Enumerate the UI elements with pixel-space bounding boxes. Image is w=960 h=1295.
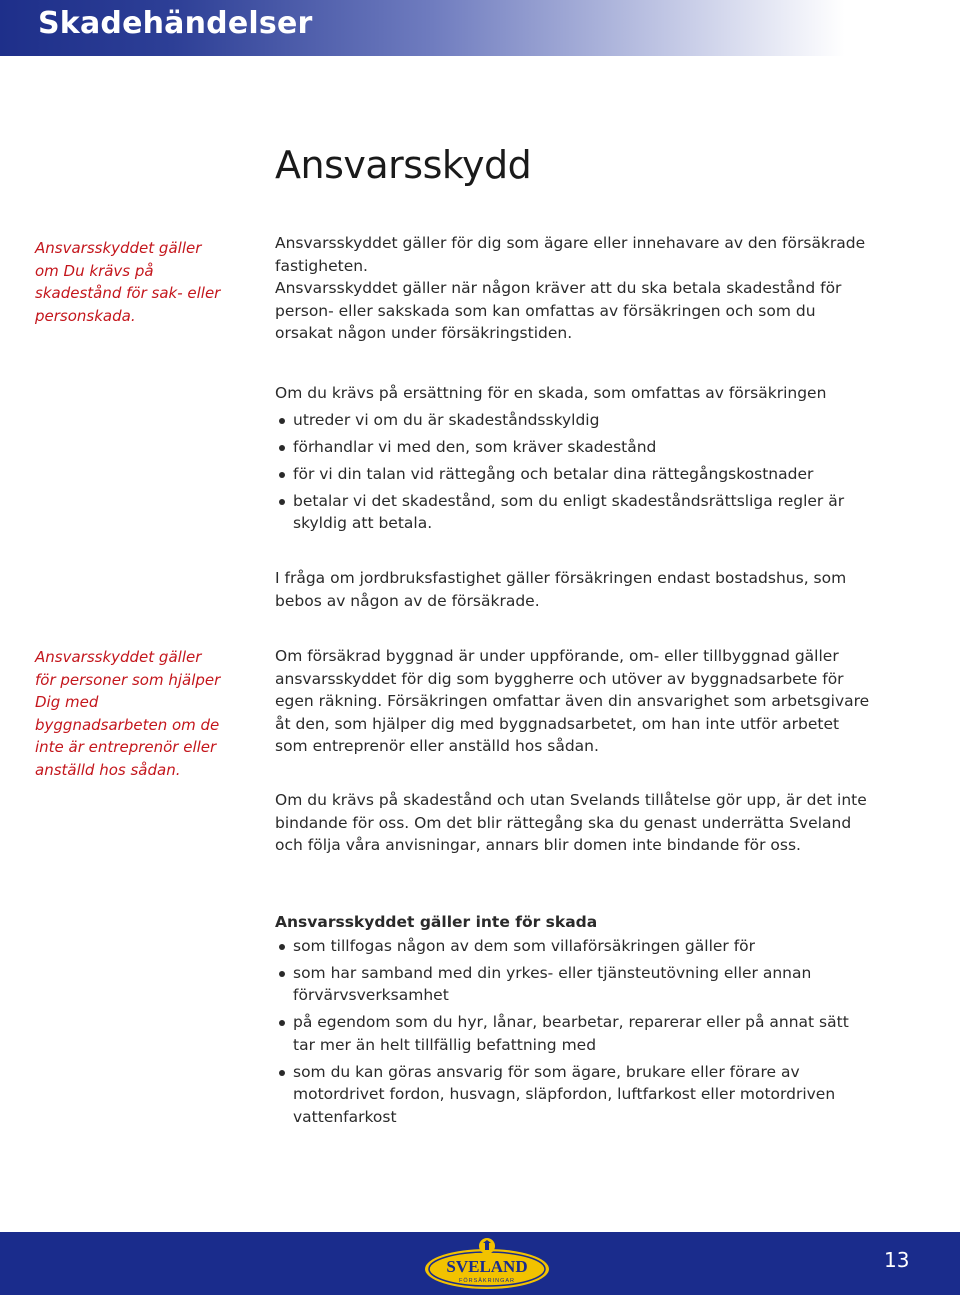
consent-paragraph: Om du krävs på skadestånd och utan Svelands tillåtelse gör upp, är det inte bindande för oss. Om det blir rättegång ska du genast underrätta Sveland och följa våra anvisningar, annars blir domen inte bindande för oss. xyxy=(275,791,867,854)
logo-subtext: FÖRSÄKRINGAR xyxy=(458,1278,516,1284)
intro-paragraph-1: Ansvarsskyddet gäller för dig som ägare eller innehavare av den försäkrade fastigheten. xyxy=(275,234,866,275)
sidenote-helpers: Ansvarsskyddet gäller för personer som hjälper Dig med byggnadsarbeten om de inte är entreprenör eller anställd hos sådan. xyxy=(35,648,221,779)
claim-section xyxy=(275,382,875,535)
exclusions-section xyxy=(275,911,875,1128)
claim-item: förhandlar vi med den, som kräver skadestånd xyxy=(275,436,875,459)
exclusions-list xyxy=(275,935,875,1129)
claim-item: utreder vi om du är skadeståndsskyldig xyxy=(275,409,875,432)
sveland-logo xyxy=(422,1236,552,1292)
header-band xyxy=(0,0,960,56)
intro-text xyxy=(275,232,875,345)
intro-paragraph-2: Ansvarsskyddet gäller när någon kräver att du ska betala skadestånd för person- eller sakskada som kan omfattas av försäkringen och som du orsakat någon under försäkringstiden. xyxy=(275,279,842,342)
claim-list xyxy=(275,409,875,535)
farm-section xyxy=(275,567,875,612)
building-paragraph: Om försäkrad byggnad är under uppförande, om- eller tillbyggnad gäller ansvarsskyddet för dig som byggherre och utöver av byggnadsarbete för egen räkning. Försäkringen omfattar även din ansvarighet som arbetsgivare åt den, som hjälper dig med byggnadsarbetet, om han inte utför arbetet som entreprenör eller anställd hos sådan. xyxy=(275,647,870,755)
exclusion-item: som har samband med din yrkes- eller tjänsteutövning eller annan förvärvsverksamhet xyxy=(275,962,875,1007)
header-title: Skadehändelser xyxy=(38,6,313,41)
claim-lead: Om du krävs på ersättning för en skada, som omfattas av försäkringen xyxy=(275,384,827,402)
exclusion-item: som tillfogas någon av dem som villaförsäkringen gäller för xyxy=(275,935,875,958)
building-section xyxy=(275,645,875,758)
consent-section xyxy=(275,789,875,857)
exclusion-item: på egendom som du hyr, lånar, bearbetar, reparerar eller på annat sätt tar mer än helt tillfällig befattning med xyxy=(275,1011,875,1056)
section-title: Ansvarsskydd xyxy=(275,143,532,187)
exclusion-item: som du kan göras ansvarig för som ägare, brukare eller förare av motordrivet fordon, husvagn, släpfordon, luftfarkost eller motordriven vattenfarkost xyxy=(275,1061,875,1129)
claim-item: för vi din talan vid rättegång och betalar dina rättegångskostnader xyxy=(275,463,875,486)
page-number: 13 xyxy=(884,1248,910,1272)
exclusions-heading: Ansvarsskyddet gäller inte för skada xyxy=(275,913,598,931)
claim-item: betalar vi det skadestånd, som du enligt skadeståndsrättsliga regler är skyldig att betala. xyxy=(275,490,875,535)
sidenote-liability: Ansvarsskyddet gäller om Du krävs på skadestånd för sak- eller personskada. xyxy=(35,239,221,325)
logo-wordmark: SVELAND xyxy=(446,1257,528,1276)
farm-paragraph: I fråga om jordbruksfastighet gäller försäkringen endast bostadshus, som bebos av någon av de försäkrade. xyxy=(275,569,847,610)
